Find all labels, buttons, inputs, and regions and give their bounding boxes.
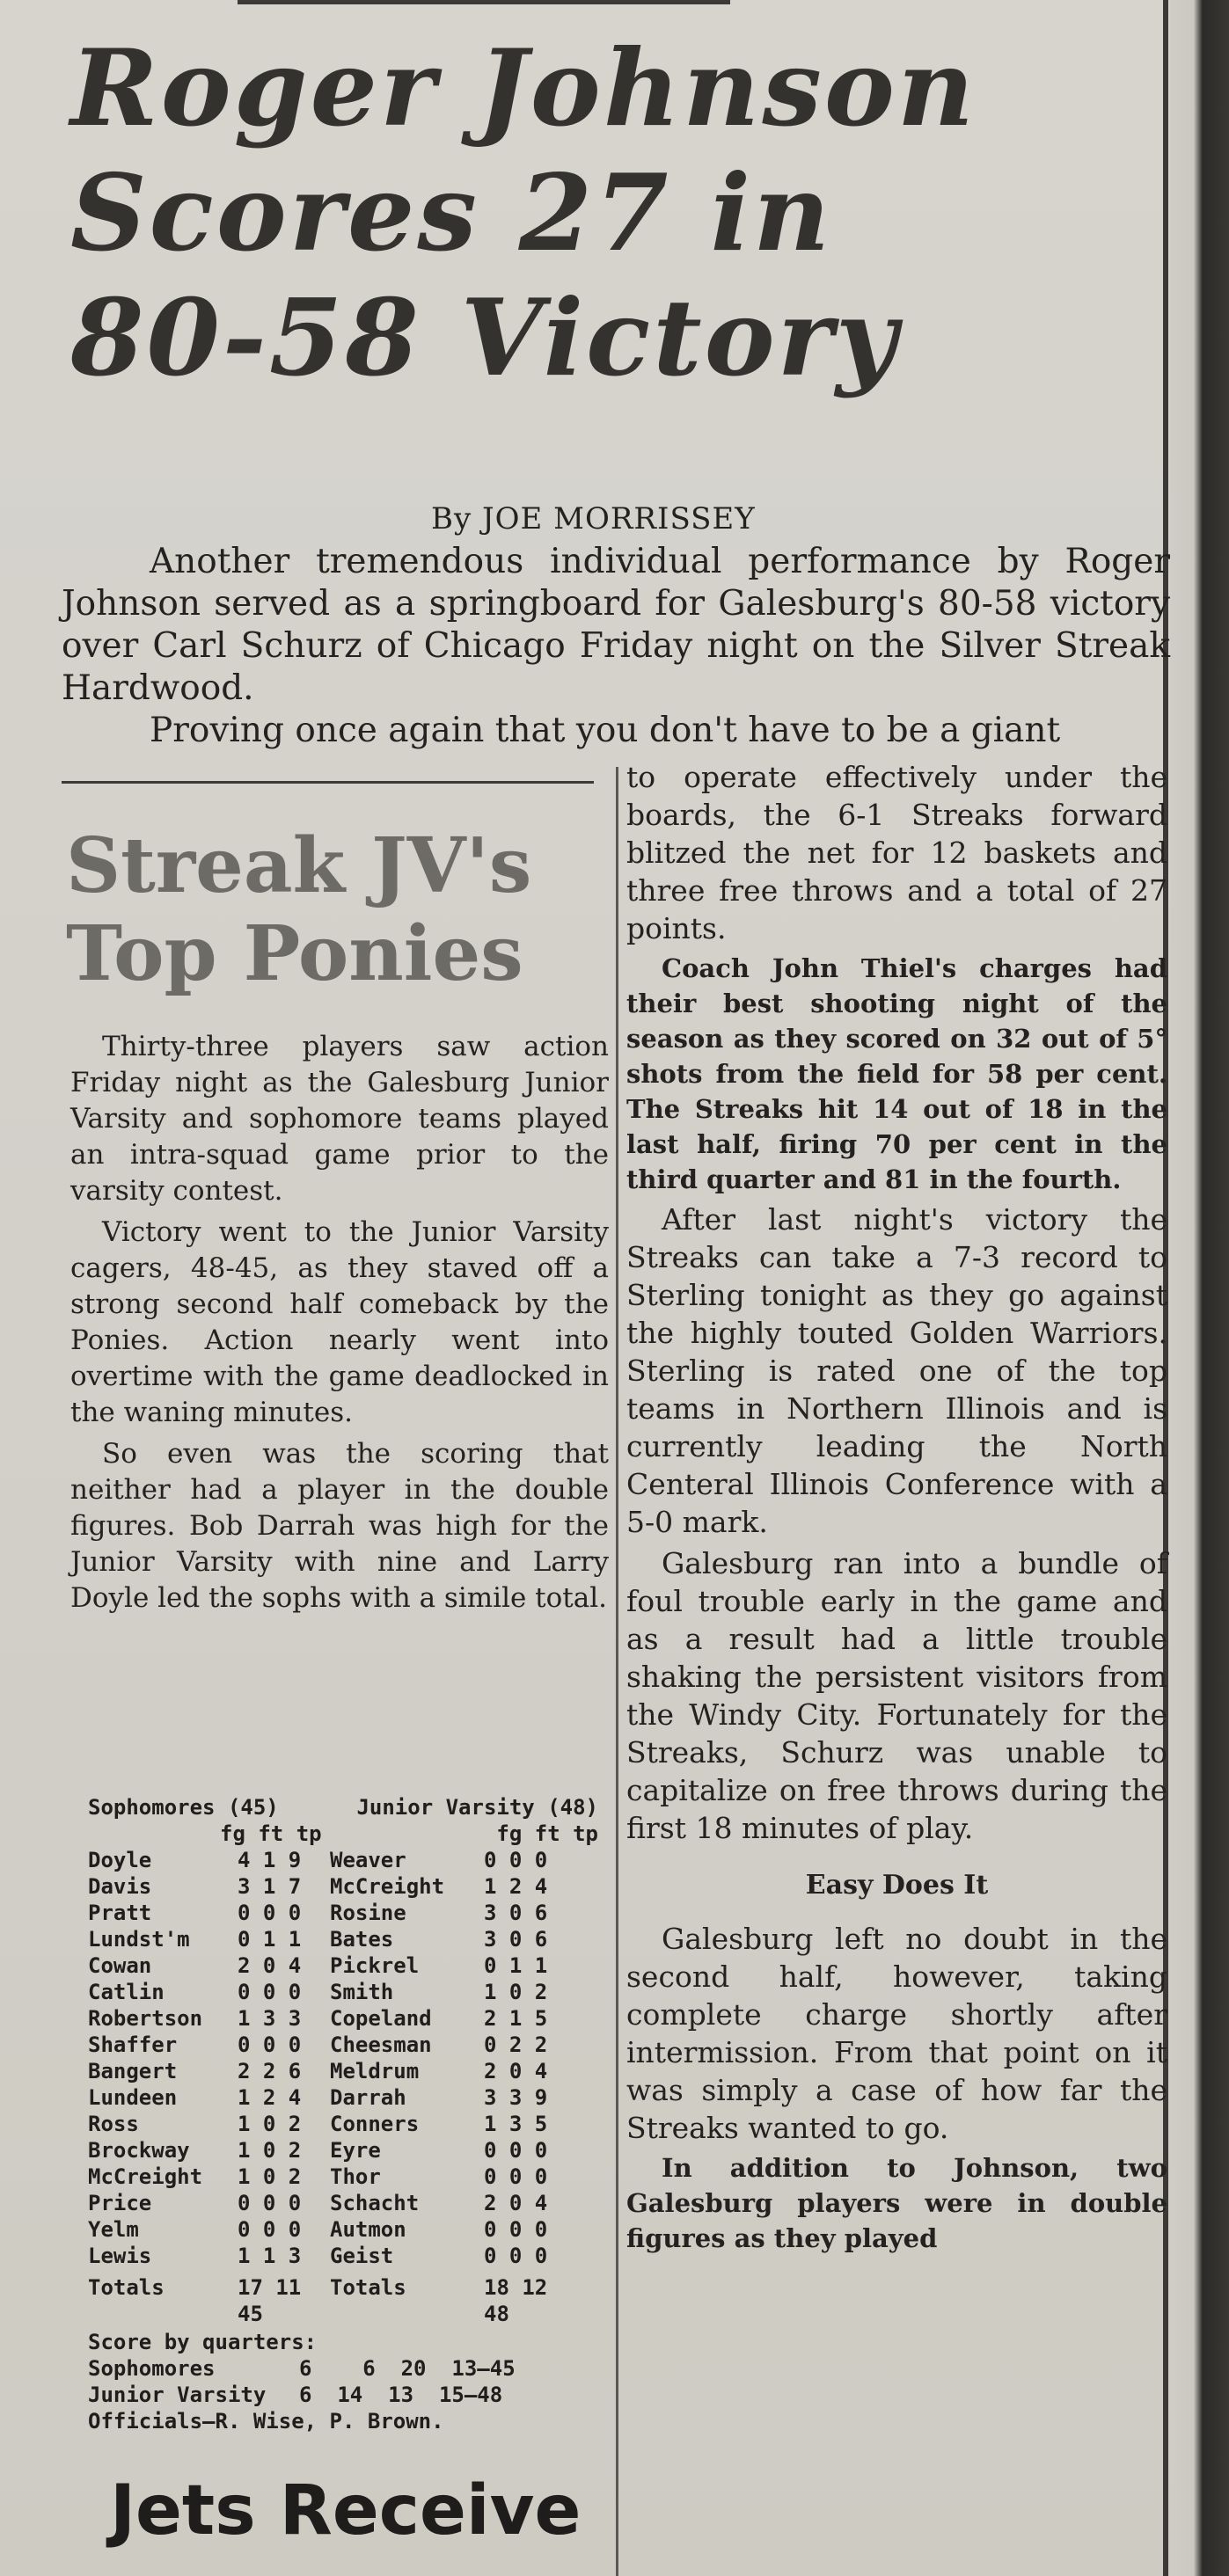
player-name-right: Autmon — [330, 2217, 406, 2242]
player-name-right: Bates — [330, 1927, 394, 1952]
player-line-left: 2 2 6 — [238, 2059, 302, 2083]
box-score-row — [88, 2111, 598, 2137]
player-name-right: Thor — [330, 2164, 381, 2189]
column-headers — [88, 1821, 598, 1847]
player-name-left: McCreight — [88, 2164, 203, 2189]
subheading-easy-does-it: Easy Does It — [805, 1870, 989, 1901]
article-paragraph: Galesburg ran into a bundle of foul trouble early in the game and as a result had a little trouble shaking the persistent visitors from the Windy City. Fortunately for the Streaks, Schurz was unable to capitalize on free throws during the first 18 minutes of play. — [626, 1546, 1167, 1845]
player-name-right: Schacht — [330, 2191, 420, 2215]
box-score — [88, 1794, 598, 2434]
player-name-left: Bangert — [88, 2059, 178, 2083]
player-line-left: 2 0 4 — [238, 1953, 302, 1978]
player-name-left: Lundeen — [88, 2085, 178, 2110]
player-name-right: Copeland — [330, 2006, 432, 2031]
player-line-left: 0 0 0 — [238, 2217, 302, 2242]
sidebar-paragraph: So even was the scoring that neither had a player in the double figures. Bob Darrah was high for the Junior Varsity with nine and Larry Doyle led the sophs with a simile total. — [70, 1438, 609, 1614]
player-name-right: Meldrum — [330, 2059, 420, 2083]
box-score-row — [88, 1952, 598, 1979]
player-line-left: 1 0 2 — [238, 2112, 302, 2136]
player-line-right: 0 0 0 — [484, 2244, 548, 2268]
quarters-scores: 6 14 13 15—48 — [299, 2383, 503, 2407]
byline: By JOE MORRISSEY — [431, 501, 756, 536]
player-name-left: Price — [88, 2191, 152, 2215]
quarters-row — [88, 2355, 598, 2382]
totals-left-label: Totals — [88, 2275, 165, 2300]
player-line-right: 0 0 0 — [484, 2164, 548, 2189]
next-headline: Jets Receive — [110, 2471, 582, 2550]
player-line-right: 1 0 2 — [484, 1980, 548, 2004]
sidebar-body — [70, 1029, 609, 1622]
headline-line: Roger Johnson — [70, 26, 977, 150]
col-header-right: fg ft tp — [496, 1821, 598, 1846]
player-name-right: Eyre — [330, 2138, 381, 2163]
lead-text — [62, 541, 1170, 752]
box-score-row — [88, 2164, 598, 2190]
score-by-quarters — [88, 2329, 598, 2434]
player-name-left: Doyle — [88, 1848, 152, 1872]
article-paragraph-bold: In addition to Johnson, two Galesburg players were in double figures as they played — [626, 2153, 1167, 2253]
box-score-row — [88, 1847, 598, 1873]
box-score-row — [88, 1926, 598, 1952]
col-header-left: fg ft tp — [220, 1821, 322, 1846]
box-score-row — [88, 2190, 598, 2216]
player-name-right: Geist — [330, 2244, 394, 2268]
column-divider — [616, 767, 618, 2576]
box-score-row — [88, 2137, 598, 2164]
sidebar-top-rule — [62, 781, 594, 784]
sidebar-headline — [66, 822, 611, 998]
team-left: Sophomores (45) — [88, 1795, 279, 1820]
headline-line: Scores 27 in — [70, 151, 833, 275]
article-paragraph: Galesburg left no doubt in the second half, however, taking complete charge shortly after intermission. From that point on it was simply a case of how far the Streaks wanted to go. — [626, 1922, 1167, 2145]
box-score-row — [88, 1979, 598, 2005]
player-line-right: 0 1 1 — [484, 1953, 548, 1978]
totals-row — [88, 2274, 598, 2327]
quarters-team: Junior Varsity — [88, 2383, 267, 2407]
page-edge-shadow — [1170, 0, 1229, 2576]
box-score-row — [88, 2216, 598, 2243]
player-name-left: Brockway — [88, 2138, 190, 2163]
player-line-right: 0 0 0 — [484, 1848, 548, 1872]
player-name-right: Darrah — [330, 2085, 406, 2110]
player-line-right: 1 3 5 — [484, 2112, 548, 2136]
player-name-right: Pickrel — [330, 1953, 420, 1978]
player-name-left: Davis — [88, 1874, 152, 1899]
player-name-left: Yelm — [88, 2217, 139, 2242]
box-score-header — [88, 1794, 598, 1821]
player-name-right: Smith — [330, 1980, 394, 2004]
player-line-right: 1 2 4 — [484, 1874, 548, 1899]
player-line-right: 3 3 9 — [484, 2085, 548, 2110]
player-line-left: 0 0 0 — [238, 2191, 302, 2215]
player-line-left: 0 0 0 — [238, 1901, 302, 1925]
player-line-left: 3 1 7 — [238, 1874, 302, 1899]
article-continuation — [626, 758, 1167, 2259]
player-line-right: 3 0 6 — [484, 1927, 548, 1952]
article-paragraph: to operate effectively under the boards, the 6-1 Streaks forward blitzed the net for 12 baskets and three free throws and a total of 27 points. — [626, 760, 1167, 945]
box-score-row — [88, 2032, 598, 2058]
player-line-right: 2 1 5 — [484, 2006, 548, 2031]
player-line-left: 0 0 0 — [238, 1980, 302, 2004]
totals-right: 18 12 48 — [484, 2275, 548, 2326]
top-rule — [238, 0, 730, 4]
lead-paragraph: Another tremendous individual performance by Roger Johnson served as a springboard for Galesburg's 80-58 victory over Carl Schurz of Chicago Friday night on the Silver Streak Hardwood. — [62, 542, 1170, 708]
player-name-right: Conners — [330, 2112, 420, 2136]
player-line-left: 1 3 3 — [238, 2006, 302, 2031]
box-score-row — [88, 2243, 598, 2269]
article-paragraph: After last night's victory the Streaks can take a 7-3 record to Sterling tonight as they go against the highly touted Golden Warriors. Sterling is rated one of the top teams in Northern Illinois and is currently leading the North Centeral Illinois Conference with a 5-0 mark. — [626, 1202, 1167, 1539]
player-line-left: 0 0 0 — [238, 2032, 302, 2057]
player-line-left: 0 1 1 — [238, 1927, 302, 1952]
player-line-right: 3 0 6 — [484, 1901, 548, 1925]
sidebar-headline-line: Top Ponies — [66, 909, 523, 998]
player-name-right: Weaver — [330, 1848, 406, 1872]
player-line-left: 1 0 2 — [238, 2138, 302, 2163]
player-name-right: Cheesman — [330, 2032, 432, 2057]
box-score-row — [88, 2058, 598, 2084]
player-name-left: Catlin — [88, 1980, 165, 2004]
quarters-team: Sophomores — [88, 2356, 216, 2381]
officials: Officials—R. Wise, P. Brown. — [88, 2409, 444, 2434]
player-name-left: Lewis — [88, 2244, 152, 2268]
team-right: Junior Varsity (48) — [356, 1795, 598, 1820]
player-line-left: 1 1 3 — [238, 2244, 302, 2268]
box-score-row — [88, 2084, 598, 2111]
player-line-right: 0 2 2 — [484, 2032, 548, 2057]
player-name-left: Robertson — [88, 2006, 203, 2031]
box-score-rows — [88, 1847, 598, 2269]
player-line-right: 0 0 0 — [484, 2138, 548, 2163]
player-name-left: Cowan — [88, 1953, 152, 1978]
player-name-left: Ross — [88, 2112, 139, 2136]
player-name-left: Lundst'm — [88, 1927, 190, 1952]
quarters-label: Score by quarters: — [88, 2330, 318, 2354]
player-name-left: Pratt — [88, 1901, 152, 1925]
player-line-left: 1 0 2 — [238, 2164, 302, 2189]
player-name-right: Rosine — [330, 1901, 406, 1925]
box-score-row — [88, 1900, 598, 1926]
totals-right-label: Totals — [330, 2275, 406, 2300]
sidebar-paragraph: Victory went to the Junior Varsity cagers, 48-45, as they staved off a strong second half comeback by the Ponies. Action nearly went into overtime with the game deadlocked in the waning minutes. — [70, 1216, 609, 1428]
player-line-right: 2 0 4 — [484, 2059, 548, 2083]
player-line-right: 0 0 0 — [484, 2217, 548, 2242]
player-line-left: 4 1 9 — [238, 1848, 302, 1872]
player-line-right: 2 0 4 — [484, 2191, 548, 2215]
second-paragraph-start: Proving once again that you don't have to be a giant — [150, 711, 1061, 750]
main-headline — [70, 26, 1126, 401]
totals-left: 17 11 45 — [238, 2275, 302, 2326]
player-line-left: 1 2 4 — [238, 2085, 302, 2110]
quarters-row — [88, 2382, 598, 2408]
sidebar-paragraph: Thirty-three players saw action Friday night as the Galesburg Junior Varsity and sophomore teams played an intra-squad game prior to the varsity contest. — [70, 1031, 609, 1207]
quarters-scores: 6 6 20 13—45 — [299, 2356, 516, 2381]
player-name-left: Shaffer — [88, 2032, 178, 2057]
box-score-row — [88, 2005, 598, 2032]
article-paragraph-bold: Coach John Thiel's charges had their best shooting night of the season as they scored on 32 out of 5° shots from the field for 58 per cent. The Streaks hit 14 out of 18 in the last half, firing 70 per cent in the third quarter and 81 in the fourth. — [626, 953, 1167, 1194]
sidebar-headline-line: Streak JV's — [66, 821, 532, 910]
box-score-row — [88, 1873, 598, 1900]
player-name-right: McCreight — [330, 1874, 445, 1899]
headline-line: 80-58 Victory — [70, 276, 900, 400]
